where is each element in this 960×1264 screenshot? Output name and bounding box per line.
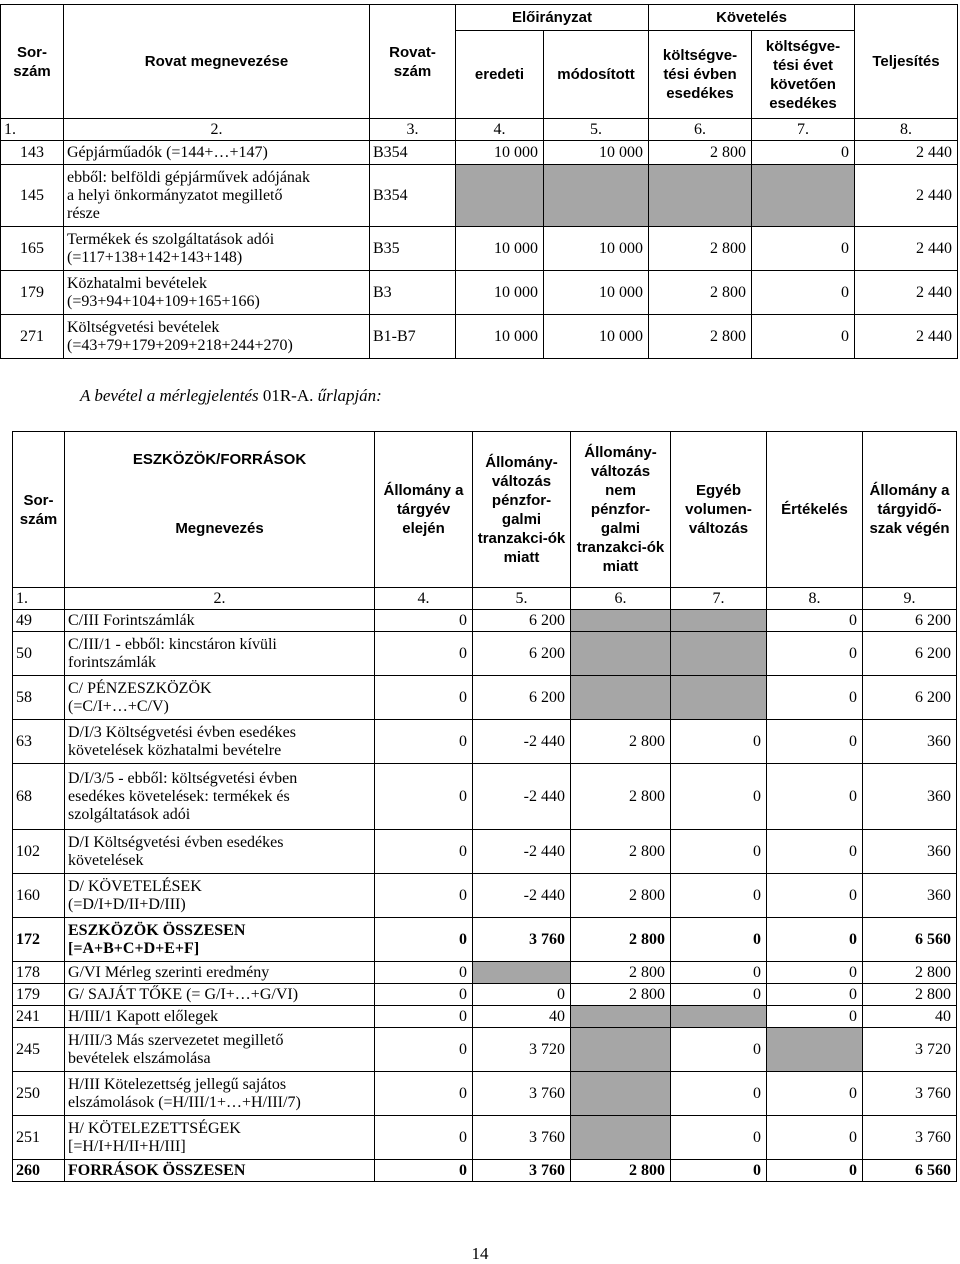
table-row	[13, 1028, 957, 1072]
t2-num-4: 5.	[473, 588, 571, 610]
value-penzforgalmi: 6 200	[473, 610, 571, 632]
value-modositott: 10 000	[544, 227, 649, 271]
value-eredeti: 10 000	[456, 141, 544, 165]
row-number: 102	[13, 830, 65, 874]
value-egyeb: 0	[671, 1116, 767, 1160]
value-nem-penzforgalmi: 2 800	[571, 984, 671, 1006]
t1-numbering-row	[1, 119, 958, 141]
value-kov-evet: 0	[752, 315, 855, 359]
t2-num-8: 9.	[863, 588, 957, 610]
value-ertekeles: 0	[767, 830, 863, 874]
row-label: C/III Forintszámlák	[65, 610, 375, 632]
value-eredeti: 10 000	[456, 315, 544, 359]
value-egyeb: 0	[671, 918, 767, 962]
value-ertekeles: 0	[767, 1160, 863, 1182]
value-allomany-vege: 3 720	[863, 1028, 957, 1072]
value-allomany-vege: 6 200	[863, 676, 957, 720]
value-egyeb	[671, 610, 767, 632]
value-nem-penzforgalmi: 2 800	[571, 720, 671, 764]
table-row	[13, 830, 957, 874]
row-number: 260	[13, 1160, 65, 1182]
value-ertekeles: 0	[767, 962, 863, 984]
value-egyeb	[671, 1006, 767, 1028]
row-label: D/I/3 Költségvetési évben esedékes követelések közhatalmi bevételre	[65, 720, 375, 764]
value-nem-penzforgalmi: 2 800	[571, 962, 671, 984]
value-allomany-eleje: 0	[375, 1028, 473, 1072]
row-code: B35	[370, 227, 456, 271]
value-penzforgalmi	[473, 962, 571, 984]
value-egyeb: 0	[671, 962, 767, 984]
value-kov-evben: 2 800	[649, 227, 752, 271]
value-nem-penzforgalmi	[571, 1006, 671, 1028]
value-ertekeles: 0	[767, 632, 863, 676]
value-modositott	[544, 165, 649, 227]
value-ertekeles: 0	[767, 918, 863, 962]
row-code: B3	[370, 271, 456, 315]
value-allomany-vege: 6 200	[863, 632, 957, 676]
value-allomany-vege: 3 760	[863, 1072, 957, 1116]
t2-num-3: 4.	[375, 588, 473, 610]
row-number: 172	[13, 918, 65, 962]
value-allomany-eleje: 0	[375, 632, 473, 676]
value-kov-evet: 0	[752, 141, 855, 165]
row-number: 49	[13, 610, 65, 632]
t2-head-egyeb: Egyéb volumen-változás	[671, 432, 767, 588]
table-row	[13, 1160, 957, 1182]
t1-head-modositott: módosított	[544, 31, 649, 119]
t1-num-3: 3.	[370, 119, 456, 141]
value-penzforgalmi: 3 760	[473, 918, 571, 962]
row-number: 145	[1, 165, 64, 227]
row-label: D/I/3/5 - ebből: költségvetési évben esedékes követelések: termékek és szolgáltatások adói	[65, 764, 375, 830]
row-number: 251	[13, 1116, 65, 1160]
t1-num-6: 6.	[649, 119, 752, 141]
value-modositott: 10 000	[544, 315, 649, 359]
row-number: 245	[13, 1028, 65, 1072]
value-allomany-vege: 3 760	[863, 1116, 957, 1160]
value-nem-penzforgalmi	[571, 1072, 671, 1116]
t1-num-4: 4.	[456, 119, 544, 141]
value-ertekeles	[767, 1028, 863, 1072]
row-code: B354	[370, 165, 456, 227]
row-label: Közhatalmi bevételek (=93+94+104+109+165+166)	[64, 271, 370, 315]
value-allomany-eleje: 0	[375, 764, 473, 830]
row-label: D/ KÖVETELÉSEK (=D/I+D/II+D/III)	[65, 874, 375, 918]
row-number: 241	[13, 1006, 65, 1028]
value-ertekeles: 0	[767, 984, 863, 1006]
value-ertekeles: 0	[767, 874, 863, 918]
value-nem-penzforgalmi	[571, 1116, 671, 1160]
value-egyeb: 0	[671, 984, 767, 1006]
t1-num-8: 8.	[855, 119, 958, 141]
table-row	[13, 1072, 957, 1116]
row-number: 178	[13, 962, 65, 984]
value-allomany-vege: 360	[863, 764, 957, 830]
value-egyeb: 0	[671, 764, 767, 830]
value-egyeb: 0	[671, 1160, 767, 1182]
budget-table	[0, 4, 958, 359]
value-allomany-vege: 360	[863, 720, 957, 764]
value-nem-penzforgalmi: 2 800	[571, 918, 671, 962]
value-kov-evet: 0	[752, 271, 855, 315]
t1-head-eloiranyzat: Előirányzat	[456, 5, 649, 31]
row-label: Gépjárműadók (=144+…+147)	[64, 141, 370, 165]
row-code: B354	[370, 141, 456, 165]
row-number: 63	[13, 720, 65, 764]
row-number: 250	[13, 1072, 65, 1116]
table-row	[13, 1006, 957, 1028]
t1-head-rovatszam: Rovat-szám	[370, 5, 456, 119]
value-teljesites: 2 440	[855, 271, 958, 315]
table-row	[13, 1116, 957, 1160]
t1-head-kov-evet: költségve-tési évet követően esedékes	[752, 31, 855, 119]
row-label: G/ SAJÁT TŐKE (= G/I+…+G/VI)	[65, 984, 375, 1006]
value-nem-penzforgalmi: 2 800	[571, 874, 671, 918]
row-label: Költségvetési bevételek (=43+79+179+209+218+244+270)	[64, 315, 370, 359]
row-label: Termékek és szolgáltatások adói (=117+138+142+143+148)	[64, 227, 370, 271]
value-allomany-vege: 2 800	[863, 984, 957, 1006]
t2-num-7: 8.	[767, 588, 863, 610]
value-nem-penzforgalmi: 2 800	[571, 1160, 671, 1182]
t2-head-eszkozok	[65, 432, 375, 588]
value-penzforgalmi: 6 200	[473, 676, 571, 720]
value-egyeb	[671, 676, 767, 720]
row-number: 160	[13, 874, 65, 918]
t2-header-row	[13, 432, 957, 588]
value-allomany-eleje: 0	[375, 720, 473, 764]
table-row	[13, 984, 957, 1006]
value-nem-penzforgalmi	[571, 610, 671, 632]
t1-head-koveteles: Követelés	[649, 5, 855, 31]
value-penzforgalmi: 0	[473, 984, 571, 1006]
form-caption: A bevétel a mérlegjelentés 01R-A. űrlapján:	[80, 386, 382, 405]
table-row	[13, 632, 957, 676]
table-row	[13, 720, 957, 764]
row-number: 165	[1, 227, 64, 271]
value-kov-evben: 2 800	[649, 141, 752, 165]
t2-head-allomany-vege: Állomány a tárgyidő-szak végén	[863, 432, 957, 588]
value-allomany-vege: 2 800	[863, 962, 957, 984]
t2-num-5: 6.	[571, 588, 671, 610]
value-allomany-eleje: 0	[375, 676, 473, 720]
t1-num-1: 1.	[1, 119, 64, 141]
t2-head-eszkozok-title: ESZKÖZÖK/FORRÁSOK	[132, 451, 307, 468]
t2-numbering-row	[13, 588, 957, 610]
value-penzforgalmi: -2 440	[473, 720, 571, 764]
value-allomany-vege: 6 560	[863, 1160, 957, 1182]
t2-head-ertekeles: Értékelés	[767, 432, 863, 588]
value-penzforgalmi: 3 760	[473, 1072, 571, 1116]
value-kov-evben: 2 800	[649, 315, 752, 359]
table-row	[13, 676, 957, 720]
value-allomany-eleje: 0	[375, 610, 473, 632]
value-nem-penzforgalmi: 2 800	[571, 830, 671, 874]
t2-num-2: 2.	[65, 588, 375, 610]
value-penzforgalmi: -2 440	[473, 830, 571, 874]
row-label: G/VI Mérleg szerinti eredmény	[65, 962, 375, 984]
value-ertekeles: 0	[767, 764, 863, 830]
value-nem-penzforgalmi	[571, 1028, 671, 1072]
t2-head-nem-penzforgalmi: Állomány-változás nem pénzfor-galmi tranzakci-ók miatt	[571, 432, 671, 588]
row-label: FORRÁSOK ÖSSZESEN	[65, 1160, 375, 1182]
row-code: B1-B7	[370, 315, 456, 359]
table-row	[1, 141, 958, 165]
value-allomany-vege: 360	[863, 830, 957, 874]
value-penzforgalmi: -2 440	[473, 874, 571, 918]
value-ertekeles: 0	[767, 720, 863, 764]
value-ertekeles: 0	[767, 610, 863, 632]
value-allomany-eleje: 0	[375, 1006, 473, 1028]
table-row	[1, 315, 958, 359]
row-number: 179	[1, 271, 64, 315]
row-number: 143	[1, 141, 64, 165]
table-row	[1, 165, 958, 227]
balance-sheet-table	[12, 431, 957, 1182]
value-kov-evet	[752, 165, 855, 227]
t1-head-kov-evben: költségve-tési évben esedékes	[649, 31, 752, 119]
row-label: H/III/1 Kapott előlegek	[65, 1006, 375, 1028]
value-ertekeles: 0	[767, 676, 863, 720]
row-number: 68	[13, 764, 65, 830]
value-penzforgalmi: 40	[473, 1006, 571, 1028]
value-allomany-eleje: 0	[375, 874, 473, 918]
value-egyeb: 0	[671, 874, 767, 918]
value-allomany-eleje: 0	[375, 1116, 473, 1160]
value-teljesites: 2 440	[855, 165, 958, 227]
value-penzforgalmi: -2 440	[473, 764, 571, 830]
value-modositott: 10 000	[544, 271, 649, 315]
value-nem-penzforgalmi	[571, 676, 671, 720]
value-teljesites: 2 440	[855, 315, 958, 359]
value-egyeb: 0	[671, 1028, 767, 1072]
value-allomany-eleje: 0	[375, 962, 473, 984]
t2-head-penzforgalmi: Állomány-változás pénzfor-galmi tranzakci-ók miatt	[473, 432, 571, 588]
row-number: 58	[13, 676, 65, 720]
t1-head-sorszam: Sor-szám	[1, 5, 64, 119]
value-egyeb: 0	[671, 720, 767, 764]
table-row	[13, 764, 957, 830]
value-egyeb: 0	[671, 1072, 767, 1116]
t1-num-7: 7.	[752, 119, 855, 141]
table-row	[1, 227, 958, 271]
value-penzforgalmi: 3 760	[473, 1160, 571, 1182]
value-allomany-vege: 40	[863, 1006, 957, 1028]
value-allomany-eleje: 0	[375, 830, 473, 874]
row-number: 271	[1, 315, 64, 359]
value-ertekeles: 0	[767, 1072, 863, 1116]
t1-num-5: 5.	[544, 119, 649, 141]
value-ertekeles: 0	[767, 1006, 863, 1028]
table-row	[1, 271, 958, 315]
row-label: D/I Költségvetési évben esedékes követelések	[65, 830, 375, 874]
row-number: 179	[13, 984, 65, 1006]
t2-head-allomany-eleje: Állomány a tárgyév elején	[375, 432, 473, 588]
t1-head-teljesites: Teljesítés	[855, 5, 958, 119]
t2-num-6: 7.	[671, 588, 767, 610]
value-teljesites: 2 440	[855, 227, 958, 271]
value-eredeti	[456, 165, 544, 227]
value-egyeb: 0	[671, 830, 767, 874]
table-row	[13, 962, 957, 984]
table-row	[13, 610, 957, 632]
value-eredeti: 10 000	[456, 227, 544, 271]
value-penzforgalmi: 6 200	[473, 632, 571, 676]
value-ertekeles: 0	[767, 1116, 863, 1160]
value-teljesites: 2 440	[855, 141, 958, 165]
value-allomany-eleje: 0	[375, 984, 473, 1006]
value-nem-penzforgalmi	[571, 632, 671, 676]
t2-body	[13, 610, 957, 1182]
value-kov-evben: 2 800	[649, 271, 752, 315]
value-penzforgalmi: 3 760	[473, 1116, 571, 1160]
row-label: H/ KÖTELEZETTSÉGEK [=H/I+H/II+H/III]	[65, 1116, 375, 1160]
value-allomany-eleje: 0	[375, 1160, 473, 1182]
value-kov-evben	[649, 165, 752, 227]
value-eredeti: 10 000	[456, 271, 544, 315]
value-nem-penzforgalmi: 2 800	[571, 764, 671, 830]
value-allomany-vege: 6 560	[863, 918, 957, 962]
t2-num-1: 1.	[13, 588, 65, 610]
row-label: H/III Kötelezettség jellegű sajátos elszámolások (=H/III/1+…+H/III/7)	[65, 1072, 375, 1116]
value-kov-evet: 0	[752, 227, 855, 271]
row-label: ebből: belföldi gépjárművek adójának a helyi önkormányzatot megillető része	[64, 165, 370, 227]
t1-head-rovat-megnevezese: Rovat megnevezése	[64, 5, 370, 119]
t2-head-megnevezes: Megnevezés	[175, 520, 264, 537]
t1-head-eredeti: eredeti	[456, 31, 544, 119]
t2-head-sorszam: Sor-szám	[13, 432, 65, 588]
table-row	[13, 918, 957, 962]
value-egyeb	[671, 632, 767, 676]
value-allomany-vege: 360	[863, 874, 957, 918]
t1-num-2: 2.	[64, 119, 370, 141]
value-allomany-eleje: 0	[375, 918, 473, 962]
value-allomany-vege: 6 200	[863, 610, 957, 632]
value-modositott: 10 000	[544, 141, 649, 165]
row-number: 50	[13, 632, 65, 676]
row-label: H/III/3 Más szervezetet megillető bevételek elszámolása	[65, 1028, 375, 1072]
value-allomany-eleje: 0	[375, 1072, 473, 1116]
page-number: 14	[471, 1244, 489, 1263]
row-label: C/ PÉNZESZKÖZÖK (=C/I+…+C/V)	[65, 676, 375, 720]
row-label: ESZKÖZÖK ÖSSZESEN [=A+B+C+D+E+F]	[65, 918, 375, 962]
value-penzforgalmi: 3 720	[473, 1028, 571, 1072]
row-label: C/III/1 - ebből: kincstáron kívüli forintszámlák	[65, 632, 375, 676]
table-row	[13, 874, 957, 918]
